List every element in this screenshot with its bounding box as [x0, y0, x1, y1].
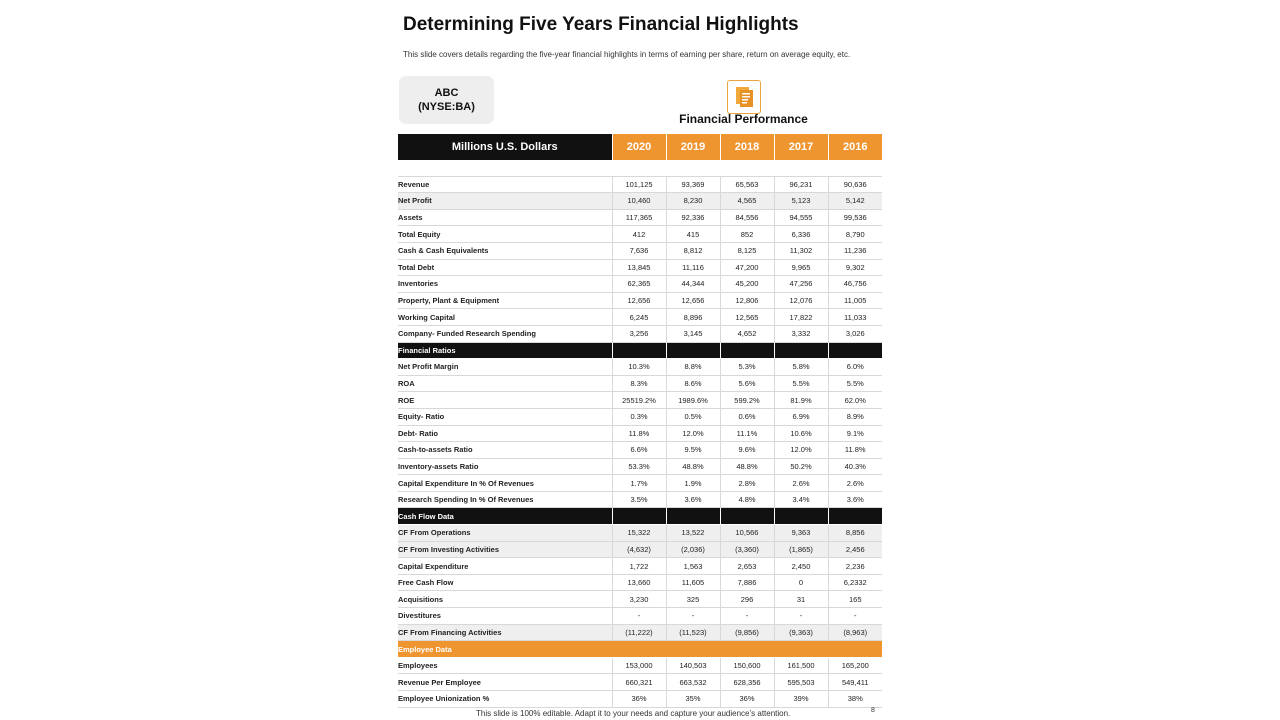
- value-cell: 9.1%: [828, 425, 882, 442]
- table-header-row: [398, 134, 882, 160]
- value-cell: 44,344: [666, 276, 720, 293]
- section-header-row: [398, 342, 882, 359]
- table-row: [398, 558, 882, 575]
- value-cell: 2,456: [828, 541, 882, 558]
- value-cell: 11,033: [828, 309, 882, 326]
- value-cell: 3.5%: [612, 491, 666, 508]
- table-row: [398, 259, 882, 276]
- value-cell: 628,356: [720, 674, 774, 691]
- value-cell: 10.6%: [774, 425, 828, 442]
- row-label: CF From Operations: [398, 525, 612, 542]
- value-cell: 5.8%: [774, 359, 828, 376]
- value-cell: 9,302: [828, 259, 882, 276]
- section-header-cell: [720, 342, 774, 359]
- year-header: 2020: [612, 134, 666, 160]
- value-cell: 1.7%: [612, 475, 666, 492]
- section-header-label: Cash Flow Data: [398, 508, 612, 525]
- value-cell: 12.0%: [774, 442, 828, 459]
- value-cell: 81.9%: [774, 392, 828, 409]
- value-cell: 325: [666, 591, 720, 608]
- value-cell: 415: [666, 226, 720, 243]
- value-cell: 3,230: [612, 591, 666, 608]
- value-cell: (11,222): [612, 624, 666, 641]
- table-row: [398, 176, 882, 193]
- value-cell: 0.6%: [720, 408, 774, 425]
- value-cell: 46,756: [828, 276, 882, 293]
- page-title: Determining Five Years Financial Highlights: [403, 14, 799, 35]
- table-row: [398, 691, 882, 708]
- row-label: Revenue: [398, 176, 612, 193]
- company-ticker: (NYSE:BA): [418, 101, 475, 113]
- table-row: [398, 458, 882, 475]
- value-cell: 1,722: [612, 558, 666, 575]
- value-cell: 53.3%: [612, 458, 666, 475]
- value-cell: 12,076: [774, 292, 828, 309]
- section-header-row: [398, 508, 882, 525]
- value-cell: 40.3%: [828, 458, 882, 475]
- value-cell: 3,256: [612, 325, 666, 342]
- table-row: [398, 375, 882, 392]
- value-cell: 10.3%: [612, 359, 666, 376]
- value-cell: 3,026: [828, 325, 882, 342]
- value-cell: 2.8%: [720, 475, 774, 492]
- value-cell: 2,236: [828, 558, 882, 575]
- row-label: Employees: [398, 657, 612, 674]
- value-cell: 150,600: [720, 657, 774, 674]
- value-cell: 5.5%: [828, 375, 882, 392]
- value-cell: 6.0%: [828, 359, 882, 376]
- table-row: [398, 309, 882, 326]
- table-row: [398, 674, 882, 691]
- value-cell: 6.9%: [774, 408, 828, 425]
- value-cell: 3.6%: [828, 491, 882, 508]
- value-cell: 48.8%: [666, 458, 720, 475]
- table-row: [398, 392, 882, 409]
- value-cell: 1.9%: [666, 475, 720, 492]
- value-cell: 4,652: [720, 325, 774, 342]
- value-cell: (4,632): [612, 541, 666, 558]
- value-cell: 8,896: [666, 309, 720, 326]
- value-cell: 15,322: [612, 525, 666, 542]
- value-cell: -: [720, 608, 774, 625]
- value-cell: 92,336: [666, 209, 720, 226]
- value-cell: 4.8%: [720, 491, 774, 508]
- value-cell: 11.8%: [828, 442, 882, 459]
- value-cell: 9,363: [774, 525, 828, 542]
- value-cell: 2.6%: [828, 475, 882, 492]
- value-cell: 93,369: [666, 176, 720, 193]
- value-cell: 12.0%: [666, 425, 720, 442]
- value-cell: 549,411: [828, 674, 882, 691]
- value-cell: 62.0%: [828, 392, 882, 409]
- value-cell: 11,236: [828, 242, 882, 259]
- value-cell: 5.3%: [720, 359, 774, 376]
- value-cell: 13,522: [666, 525, 720, 542]
- value-cell: 8,790: [828, 226, 882, 243]
- section-header-cell: [774, 508, 828, 525]
- value-cell: 852: [720, 226, 774, 243]
- row-label: Total Equity: [398, 226, 612, 243]
- section-header-cell: [774, 342, 828, 359]
- value-cell: (9,363): [774, 624, 828, 641]
- value-cell: 47,200: [720, 259, 774, 276]
- row-label: Revenue Per Employee: [398, 674, 612, 691]
- value-cell: 9,965: [774, 259, 828, 276]
- section-header-cell: [666, 342, 720, 359]
- table-row: [398, 541, 882, 558]
- value-cell: (11,523): [666, 624, 720, 641]
- value-cell: 6.6%: [612, 442, 666, 459]
- value-cell: 101,125: [612, 176, 666, 193]
- table-row: [398, 591, 882, 608]
- row-label: Capital Expenditure In % Of Revenues: [398, 475, 612, 492]
- value-cell: 5,142: [828, 193, 882, 210]
- value-cell: (3,360): [720, 541, 774, 558]
- row-label: Research Spending In % Of Revenues: [398, 491, 612, 508]
- value-cell: 165: [828, 591, 882, 608]
- section-header-row: [398, 641, 882, 658]
- section-header-label: Employee Data: [398, 641, 612, 658]
- value-cell: 39%: [774, 691, 828, 708]
- table-row: [398, 657, 882, 674]
- value-cell: 17,822: [774, 309, 828, 326]
- section-header-cell: [612, 508, 666, 525]
- table-row: [398, 226, 882, 243]
- table-row: [398, 359, 882, 376]
- value-cell: 6,2332: [828, 574, 882, 591]
- value-cell: 31: [774, 591, 828, 608]
- value-cell: 161,500: [774, 657, 828, 674]
- row-label: Divestitures: [398, 608, 612, 625]
- value-cell: 8,230: [666, 193, 720, 210]
- row-label: Capital Expenditure: [398, 558, 612, 575]
- value-cell: 12,806: [720, 292, 774, 309]
- value-cell: 11,005: [828, 292, 882, 309]
- value-cell: 8.6%: [666, 375, 720, 392]
- value-cell: 48.8%: [720, 458, 774, 475]
- value-cell: 10,460: [612, 193, 666, 210]
- table-row: [398, 525, 882, 542]
- section-header-cell: [828, 342, 882, 359]
- value-cell: 8.9%: [828, 408, 882, 425]
- value-cell: 153,000: [612, 657, 666, 674]
- value-cell: 1989.6%: [666, 392, 720, 409]
- value-cell: 0.3%: [612, 408, 666, 425]
- value-cell: 13,660: [612, 574, 666, 591]
- company-name: ABC: [434, 87, 459, 99]
- row-label: Inventory-assets Ratio: [398, 458, 612, 475]
- value-cell: 38%: [828, 691, 882, 708]
- value-cell: 3.6%: [666, 491, 720, 508]
- table-spacer: [398, 160, 882, 176]
- value-cell: 12,565: [720, 309, 774, 326]
- value-cell: 25519.2%: [612, 392, 666, 409]
- value-cell: 2,450: [774, 558, 828, 575]
- value-cell: 9.5%: [666, 442, 720, 459]
- value-cell: 6,336: [774, 226, 828, 243]
- value-cell: 13,845: [612, 259, 666, 276]
- table-row: [398, 624, 882, 641]
- value-cell: 84,556: [720, 209, 774, 226]
- value-cell: 165,200: [828, 657, 882, 674]
- section-header-cell: [612, 342, 666, 359]
- table-row: [398, 209, 882, 226]
- section-header-label: Financial Ratios: [398, 342, 612, 359]
- section-header-cell: [720, 508, 774, 525]
- row-label: Total Debt: [398, 259, 612, 276]
- table-row: [398, 276, 882, 293]
- year-header: 2019: [666, 134, 720, 160]
- row-label: CF From Financing Activities: [398, 624, 612, 641]
- table-row: [398, 574, 882, 591]
- value-cell: 8,856: [828, 525, 882, 542]
- table-row: [398, 325, 882, 342]
- value-cell: 412: [612, 226, 666, 243]
- value-cell: 36%: [612, 691, 666, 708]
- table-body: [398, 160, 882, 707]
- value-cell: 660,321: [612, 674, 666, 691]
- section-header-cell: [666, 508, 720, 525]
- table-row: [398, 475, 882, 492]
- row-label: Net Profit: [398, 193, 612, 210]
- value-cell: 3,332: [774, 325, 828, 342]
- row-label: Cash & Cash Equivalents: [398, 242, 612, 259]
- value-cell: 2,653: [720, 558, 774, 575]
- row-label: Assets: [398, 209, 612, 226]
- header-label: Millions U.S. Dollars: [398, 134, 612, 160]
- value-cell: -: [612, 608, 666, 625]
- value-cell: 8.8%: [666, 359, 720, 376]
- value-cell: 140,503: [666, 657, 720, 674]
- table-row: [398, 608, 882, 625]
- value-cell: 11,605: [666, 574, 720, 591]
- value-cell: 11.1%: [720, 425, 774, 442]
- value-cell: 296: [720, 591, 774, 608]
- row-label: Working Capital: [398, 309, 612, 326]
- value-cell: 117,365: [612, 209, 666, 226]
- section-title: Financial Performance: [679, 112, 808, 126]
- section-header-cell: [666, 641, 720, 658]
- section-header-cell: [720, 641, 774, 658]
- value-cell: 99,536: [828, 209, 882, 226]
- section-header-cell: [828, 508, 882, 525]
- value-cell: 9.6%: [720, 442, 774, 459]
- row-label: Acquisitions: [398, 591, 612, 608]
- table-row: [398, 442, 882, 459]
- year-header: 2016: [828, 134, 882, 160]
- document-chart-icon: [727, 80, 761, 114]
- table-row: [398, 242, 882, 259]
- row-label: Property, Plant & Equipment: [398, 292, 612, 309]
- value-cell: 5.6%: [720, 375, 774, 392]
- year-header: 2018: [720, 134, 774, 160]
- value-cell: 65,563: [720, 176, 774, 193]
- value-cell: 45,200: [720, 276, 774, 293]
- value-cell: 35%: [666, 691, 720, 708]
- value-cell: 12,656: [666, 292, 720, 309]
- value-cell: 1,563: [666, 558, 720, 575]
- value-cell: -: [774, 608, 828, 625]
- value-cell: (9,856): [720, 624, 774, 641]
- value-cell: 96,231: [774, 176, 828, 193]
- value-cell: 94,555: [774, 209, 828, 226]
- table-row: [398, 491, 882, 508]
- section-header-cell: [774, 641, 828, 658]
- row-label: ROE: [398, 392, 612, 409]
- value-cell: 36%: [720, 691, 774, 708]
- value-cell: 3,145: [666, 325, 720, 342]
- value-cell: 0: [774, 574, 828, 591]
- value-cell: 0.5%: [666, 408, 720, 425]
- value-cell: -: [828, 608, 882, 625]
- table-row: [398, 425, 882, 442]
- value-cell: 47,256: [774, 276, 828, 293]
- value-cell: (8,963): [828, 624, 882, 641]
- row-label: Debt- Ratio: [398, 425, 612, 442]
- year-header: 2017: [774, 134, 828, 160]
- value-cell: 599.2%: [720, 392, 774, 409]
- value-cell: 5,123: [774, 193, 828, 210]
- value-cell: 2.6%: [774, 475, 828, 492]
- financial-table: [398, 134, 882, 708]
- row-label: ROA: [398, 375, 612, 392]
- table-row: [398, 193, 882, 210]
- section-header-cell: [612, 641, 666, 658]
- value-cell: (2,036): [666, 541, 720, 558]
- row-label: CF From Investing Activities: [398, 541, 612, 558]
- value-cell: 12,656: [612, 292, 666, 309]
- row-label: Net Profit Margin: [398, 359, 612, 376]
- value-cell: -: [666, 608, 720, 625]
- value-cell: 3.4%: [774, 491, 828, 508]
- value-cell: 7,636: [612, 242, 666, 259]
- value-cell: 11,302: [774, 242, 828, 259]
- table-row: [398, 408, 882, 425]
- value-cell: 4,565: [720, 193, 774, 210]
- row-label: Inventories: [398, 276, 612, 293]
- table-row: [398, 292, 882, 309]
- page-subtitle: This slide covers details regarding the five-year financial highlights in terms of earning per share, return on average equity, etc.: [403, 50, 851, 59]
- value-cell: 8,812: [666, 242, 720, 259]
- value-cell: 6,245: [612, 309, 666, 326]
- value-cell: 5.5%: [774, 375, 828, 392]
- row-label: Cash-to-assets Ratio: [398, 442, 612, 459]
- value-cell: 90,636: [828, 176, 882, 193]
- value-cell: 7,886: [720, 574, 774, 591]
- row-label: Equity- Ratio: [398, 408, 612, 425]
- row-label: Company- Funded Research Spending: [398, 325, 612, 342]
- value-cell: 663,532: [666, 674, 720, 691]
- value-cell: 11.8%: [612, 425, 666, 442]
- value-cell: 11,116: [666, 259, 720, 276]
- page-number: 8: [871, 707, 875, 714]
- value-cell: (1,865): [774, 541, 828, 558]
- footer-note: This slide is 100% editable. Adapt it to your needs and capture your audience’s attention.: [476, 709, 791, 718]
- company-badge: [399, 76, 494, 124]
- row-label: Employee Unionization %: [398, 691, 612, 708]
- value-cell: 595,503: [774, 674, 828, 691]
- value-cell: 8,125: [720, 242, 774, 259]
- value-cell: 10,566: [720, 525, 774, 542]
- value-cell: 8.3%: [612, 375, 666, 392]
- value-cell: 62,365: [612, 276, 666, 293]
- row-label: Free Cash Flow: [398, 574, 612, 591]
- section-header-cell: [828, 641, 882, 658]
- value-cell: 50.2%: [774, 458, 828, 475]
